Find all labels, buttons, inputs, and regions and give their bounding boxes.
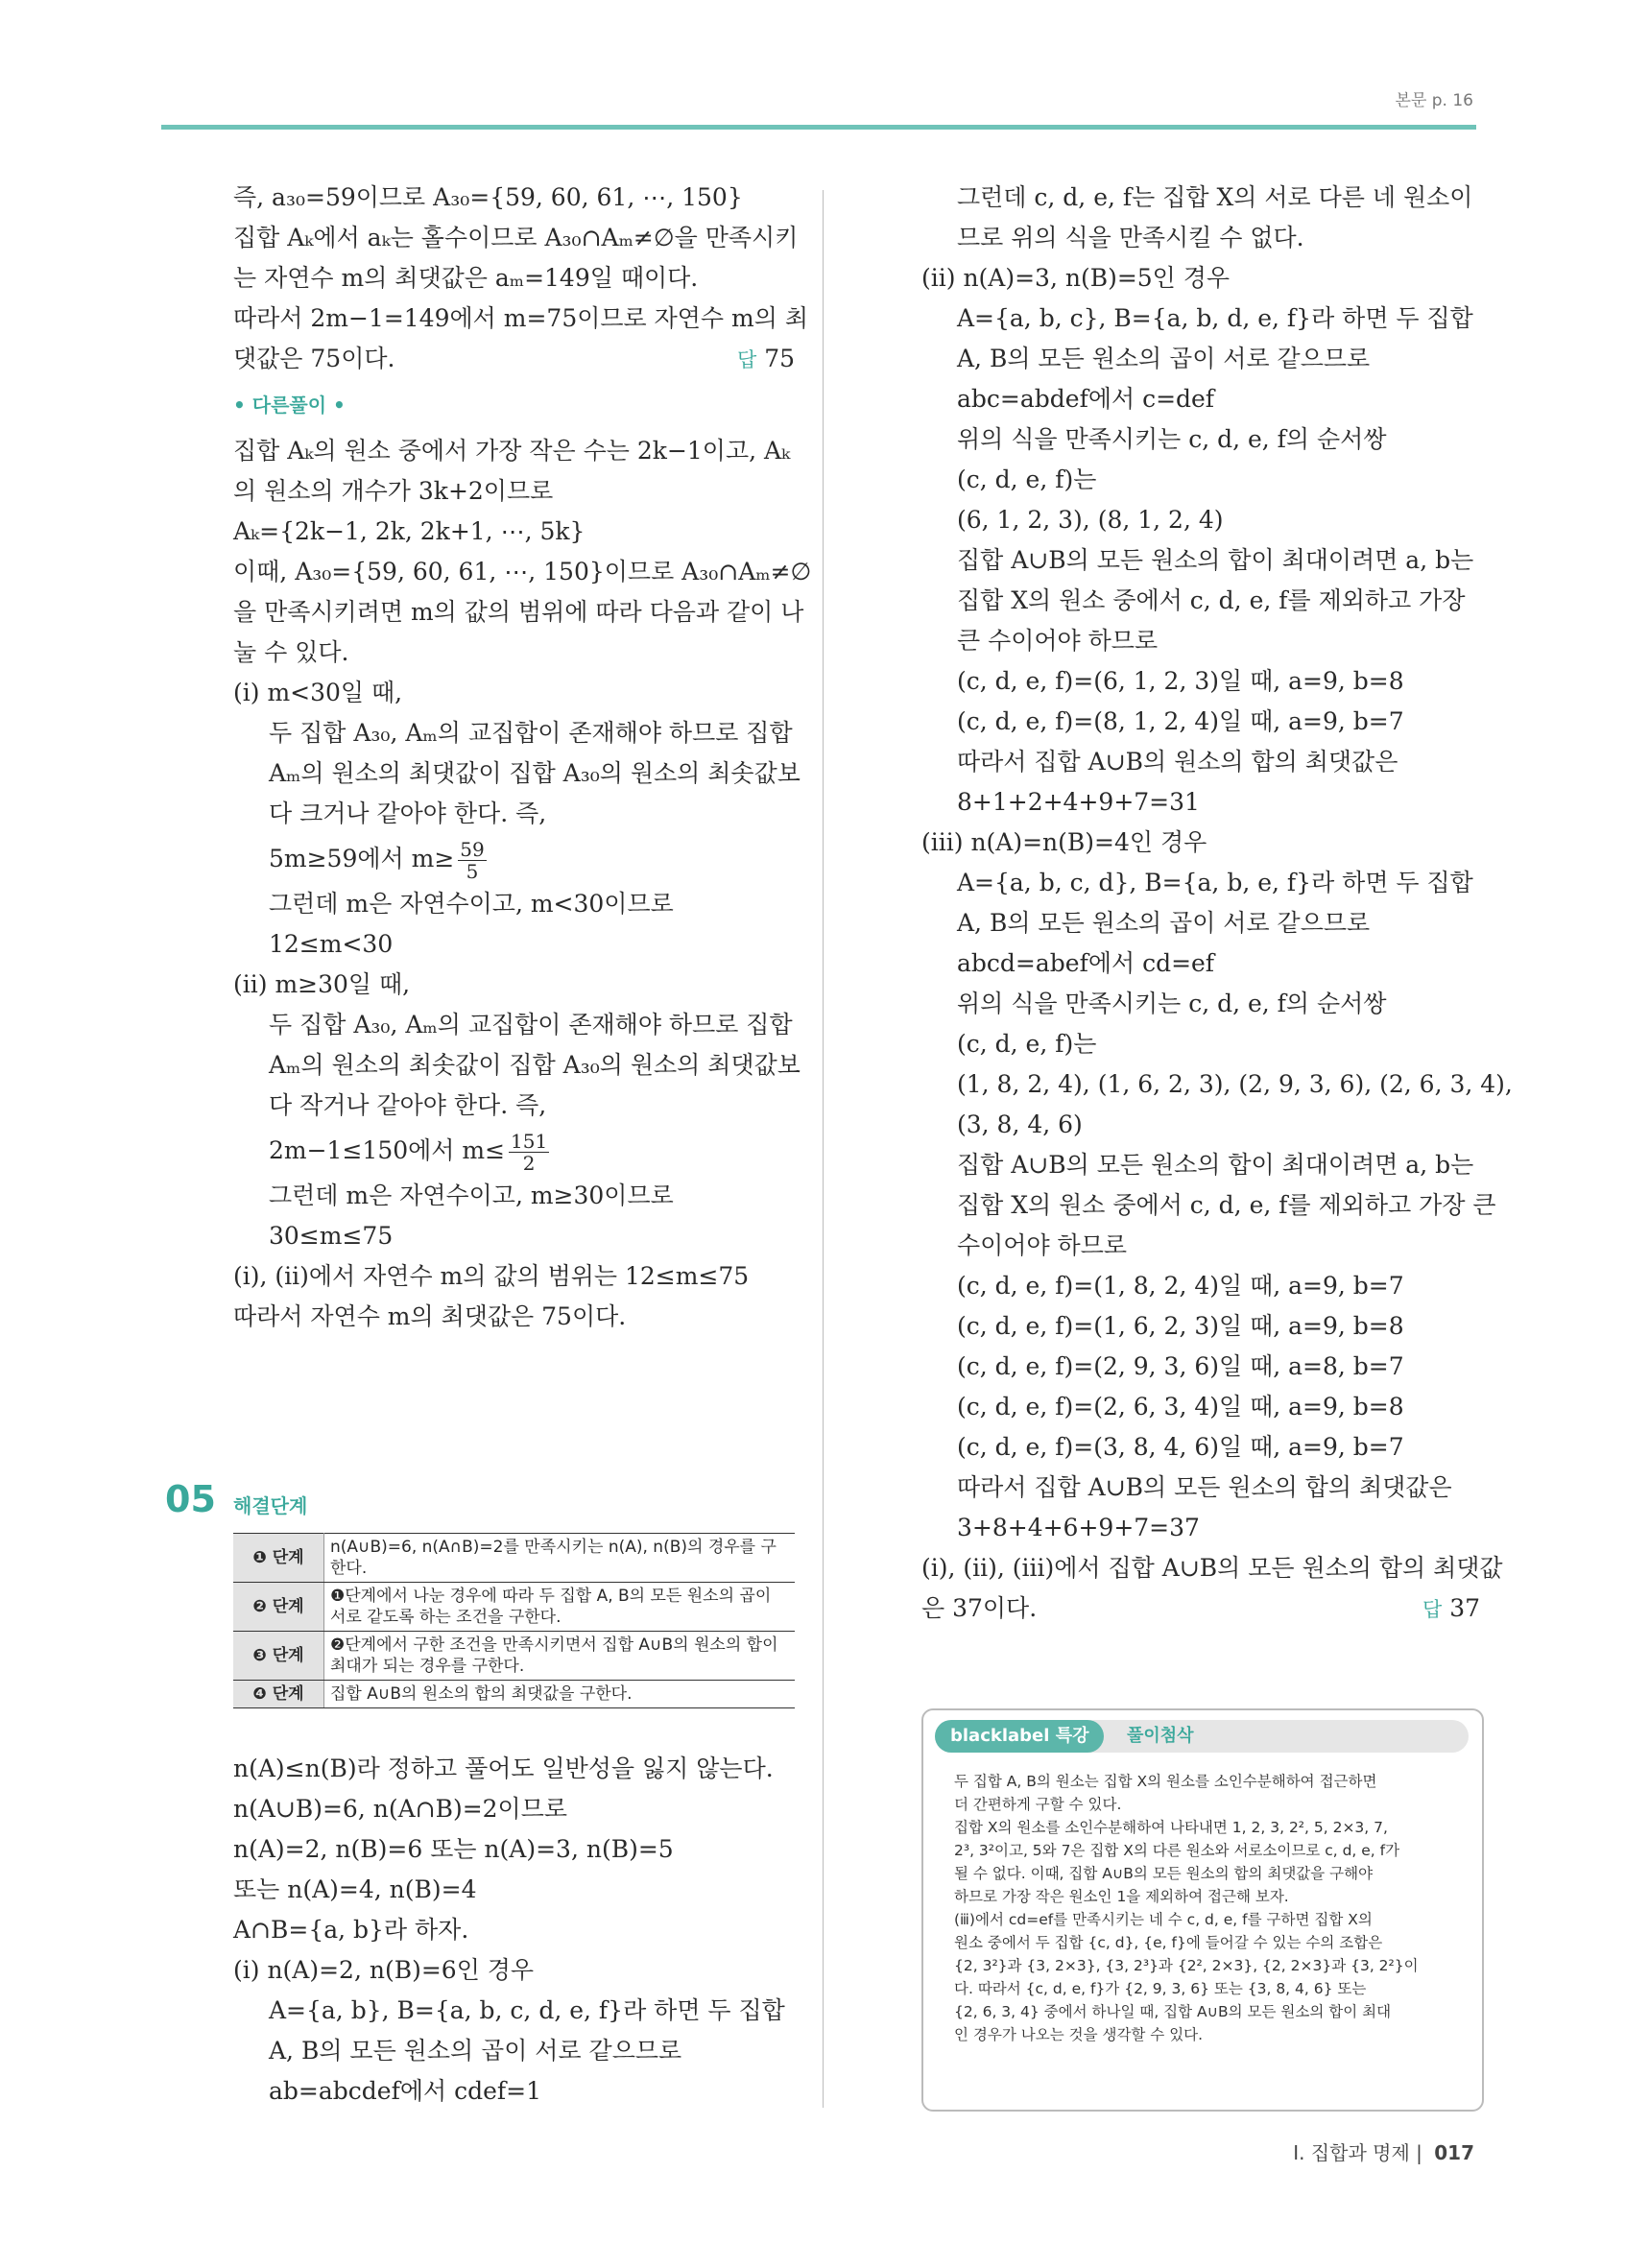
text-line [921,1588,1480,1629]
step-text: 집합 A∪B의 원소의 합의 최댓값을 구한다. [324,1681,796,1708]
note-line: 원소 중에서 두 집합 {c, d}, {e, f}에 들어갈 수 있는 수의 조합은 [954,1934,1383,1951]
solution-steps-table [233,1533,795,1708]
formula-line [233,834,795,884]
text-line: (c, d, e, f)=(1, 6, 2, 3)일 때, a=9, b=8 [957,1312,1404,1340]
text-line: n(A)=2, n(B)=6 또는 n(A)=3, n(B)=5 [233,1835,674,1863]
text-line: 다 작거나 같아야 한다. 즉, [269,1091,547,1119]
fraction-numerator: 151 [511,1130,548,1153]
fraction-numerator: 59 [460,838,485,861]
blacklabel-tag: blacklabel 특강 [935,1720,1104,1753]
text-line: (ⅰ), (ⅱ), (ⅲ)에서 집합 A∪B의 모든 원소의 합의 최댓값 [921,1554,1503,1582]
text-line: 8+1+2+4+9+7=31 [957,788,1200,816]
text-line: 다 크거나 같아야 한다. 즉, [269,800,547,827]
answer [1422,1588,1480,1630]
text-line: Aₖ={2k−1, 2k, 2k+1, ⋯, 5k} [233,517,585,545]
text-line: (c, d, e, f)=(3, 8, 4, 6)일 때, a=9, b=7 [957,1433,1404,1461]
text-line: (c, d, e, f)=(8, 1, 2, 4)일 때, a=9, b=7 [957,707,1404,735]
text-line: A, B의 모든 원소의 곱이 서로 같으므로 [957,345,1371,372]
note-line: 다. 따라서 {c, d, e, f}가 {2, 9, 3, 6} 또는 {3, 8, 4, 6} 또는 [954,1980,1367,1997]
step-text: ❷단계에서 구한 조건을 만족시키면서 집합 A∪B의 원소의 합이 최대가 되는 경우를 구한다. [324,1632,796,1681]
text-line: (c, d, e, f)는 [957,466,1097,493]
table-row [233,1534,795,1583]
text-line: 의 원소의 개수가 3k+2이므로 [233,477,554,505]
alternative-solution-title: • 다른풀이 • [233,394,346,417]
text-line: 집합 X의 원소 중에서 c, d, e, f를 제외하고 가장 [957,586,1466,614]
text-line: 집합 Aₖ의 원소 중에서 가장 작은 수는 2k−1이고, Aₖ [233,437,791,465]
text-line: (1, 8, 2, 4), (1, 6, 2, 3), (2, 9, 3, 6), (2, 6, 3, 4), [957,1070,1513,1098]
fraction [509,1131,549,1174]
text-line: 두 집합 A₃₀, Aₘ의 교집합이 존재해야 하므로 집합 [269,719,793,747]
table-row [233,1632,795,1681]
fraction-denominator: 5 [466,860,479,883]
text-line: 이때, A₃₀={59, 60, 61, ⋯, 150}이므로 A₃₀∩Aₘ≠∅ [233,558,812,585]
formula-text: 2m−1≤150에서 m≤ [269,1136,506,1164]
answer-value: 37 [1449,1594,1480,1622]
fraction [458,839,486,882]
text-line: 므로 위의 식을 만족시킬 수 없다. [957,224,1304,251]
text-line: 또는 n(A)=4, n(B)=4 [233,1875,477,1903]
text-line-content: 은 37이다. [921,1594,1038,1622]
note-line: 인 경우가 나오는 것을 생각할 수 있다. [954,2026,1204,2043]
case-heading: (ⅰ) n(A)=2, n(B)=6인 경우 [233,1956,535,1984]
page-footer [1293,2137,1474,2165]
footer-separator: | [1416,2141,1422,2164]
answer-value: 75 [764,345,795,372]
text-line: n(A∪B)=6, n(A∩B)=2이므로 [233,1795,568,1823]
note-line: 집합 X의 원소를 소인수분해하여 나타내면 1, 2, 3, 2², 5, 2×3, 7, [954,1819,1388,1836]
formula-text: 5m≥59에서 m≥ [269,845,455,872]
text-line: (c, d, e, f)=(2, 6, 3, 4)일 때, a=9, b=8 [957,1393,1404,1420]
text-line: 그런데 m은 자연수이고, m≥30이므로 [269,1182,674,1209]
text-line: 집합 Aₖ에서 aₖ는 홀수이므로 A₃₀∩Aₘ≠∅을 만족시키 [233,224,799,251]
blacklabel-body [954,1770,1461,2046]
solution-text [233,1749,795,2112]
text-line: A∩B={a, b}라 하자. [233,1916,469,1944]
note-line: 두 집합 A, B의 원소는 집합 X의 원소를 소인수분해하여 접근하면 [954,1773,1377,1790]
text-line: 따라서 자연수 m의 최댓값은 75이다. [233,1302,627,1330]
step-label: ❸ 단계 [233,1632,324,1681]
text-line: 집합 A∪B의 모든 원소의 합이 최대이려면 a, b는 [957,1151,1474,1179]
text-line: 눌 수 있다. [233,638,349,666]
right-column [921,178,1513,1630]
text-line: n(A)≤n(B)라 정하고 풀어도 일반성을 잃지 않는다. [233,1755,774,1782]
left-column [233,178,812,1337]
text-line: 30≤m≤75 [269,1222,394,1250]
text-line: 12≤m<30 [269,930,394,958]
case-heading: (ⅰ) m<30일 때, [233,679,403,706]
text-line [233,339,795,379]
text-line: 위의 식을 만족시키는 c, d, e, f의 순서쌍 [957,990,1387,1017]
header-rule [161,125,1476,130]
text-line: abc=abdef에서 c=def [957,385,1215,413]
text-line: 집합 A∪B의 모든 원소의 합이 최대이려면 a, b는 [957,546,1474,574]
text-line: 는 자연수 m의 최댓값은 aₘ=149일 때이다. [233,264,699,292]
text-line: 수이어야 하므로 [957,1231,1127,1259]
text-line: 위의 식을 만족시키는 c, d, e, f의 순서쌍 [957,425,1387,453]
step-label: ❹ 단계 [233,1681,324,1708]
text-line: (ⅰ), (ⅱ)에서 자연수 m의 값의 범위는 12≤m≤75 [233,1262,750,1290]
note-line: 2³, 3²이고, 5와 7은 집합 X의 다른 원소와 서로소이므로 c, d, e, f가 [954,1842,1400,1859]
text-line: A={a, b, c}, B={a, b, d, e, f}라 하면 두 집합 [957,304,1473,332]
step-label: ❶ 단계 [233,1534,324,1583]
text-line: A={a, b}, B={a, b, c, d, e, f}라 하면 두 집합 [269,1996,785,2024]
text-line: Aₘ의 원소의 최솟값이 집합 A₃₀의 원소의 최댓값보 [269,1051,801,1079]
text-line: A={a, b, c, d}, B={a, b, e, f}라 하면 두 집합 [957,869,1473,896]
text-line: (ⅱ) n(A)=3, n(B)=5인 경우 [921,264,1231,292]
step-text: n(A∪B)=6, n(A∩B)=2를 만족시키는 n(A), n(B)의 경우를 구한다. [324,1534,796,1583]
text-line: 그런데 m은 자연수이고, m<30이므로 [269,890,674,918]
case-heading: (ⅱ) m≥30일 때, [233,970,411,998]
answer-tag: 답 [1422,1598,1443,1621]
table-row [233,1583,795,1632]
column-divider [823,190,824,2108]
text-line: (6, 1, 2, 3), (8, 1, 2, 4) [957,506,1224,534]
note-line: 될 수 없다. 이때, 집합 A∪B의 모든 원소의 합의 최댓값을 구해야 [954,1865,1374,1882]
note-line: 하므로 가장 작은 원소인 1을 제외하여 접근해 보자. [954,1888,1289,1905]
blacklabel-note-box [921,1708,1484,2112]
text-line: 따라서 2m−1=149에서 m=75이므로 자연수 m의 최 [233,304,808,332]
text-line: 따라서 집합 A∪B의 모든 원소의 합의 최댓값은 [957,1473,1452,1501]
text-line: 두 집합 A₃₀, Aₘ의 교집합이 존재해야 하므로 집합 [269,1011,793,1039]
text-line: 을 만족시키려면 m의 값의 범위에 따라 다음과 같이 나 [233,598,804,626]
blacklabel-header [935,1720,1469,1753]
text-line: (c, d, e, f)는 [957,1030,1097,1058]
text-line: Aₘ의 원소의 최댓값이 집합 A₃₀의 원소의 최솟값보 [269,759,801,787]
step-label: ❷ 단계 [233,1583,324,1632]
fraction-denominator: 2 [522,1152,536,1175]
text-line: (c, d, e, f)=(1, 8, 2, 4)일 때, a=9, b=7 [957,1272,1404,1300]
text-line: 따라서 집합 A∪B의 원소의 합의 최댓값은 [957,748,1398,776]
page-reference: 본문 p. 16 [1395,91,1473,110]
text-line: (c, d, e, f)=(6, 1, 2, 3)일 때, a=9, b=8 [957,667,1404,695]
text-line: ab=abcdef에서 cdef=1 [269,2077,541,2105]
text-line: 즉, a₃₀=59이므로 A₃₀={59, 60, 61, ⋯, 150} [233,183,743,211]
note-line: (ⅲ)에서 cd=ef를 만족시키는 네 수 c, d, e, f를 구하면 집합 X의 [954,1911,1373,1928]
text-line: (3, 8, 4, 6) [957,1110,1083,1138]
text-line: A, B의 모든 원소의 곱이 서로 같으므로 [269,2037,682,2065]
note-line: 더 간편하게 구할 수 있다. [954,1796,1122,1813]
note-line: {2, 6, 3, 4} 중에서 하나일 때, 집합 A∪B의 모든 원소의 합이 최대 [954,2003,1392,2020]
problem-number: 05 [165,1478,216,1520]
text-line: 그런데 c, d, e, f는 집합 X의 서로 다른 네 원소이 [957,183,1473,211]
text-line: 큰 수이어야 하므로 [957,627,1159,655]
text-line-content: 댓값은 75이다. [233,345,395,372]
text-line: 3+8+4+6+9+7=37 [957,1514,1200,1541]
answer-tag: 답 [736,348,757,371]
formula-line [233,1126,795,1176]
section-title: 해결단계 [233,1494,308,1517]
text-line: (c, d, e, f)=(2, 9, 3, 6)일 때, a=8, b=7 [957,1352,1404,1380]
text-line: 집합 X의 원소 중에서 c, d, e, f를 제외하고 가장 큰 [957,1191,1496,1219]
table-row [233,1681,795,1708]
text-line: abcd=abef에서 cd=ef [957,949,1215,977]
chapter-title: Ⅰ. 집합과 명제 [1293,2141,1410,2164]
answer [737,339,795,380]
page-number: 017 [1434,2141,1474,2164]
step-text: ❶단계에서 나눈 경우에 따라 두 집합 A, B의 모든 원소의 곱이 서로 같도록 하는 조건을 구한다. [324,1583,796,1632]
note-line: {2, 3²}과 {3, 2×3}, {3, 2³}과 {2², 2×3}, {2, 2×3}과 {3, 2²}이 [954,1957,1419,1974]
text-line: A, B의 모든 원소의 곱이 서로 같으므로 [957,909,1371,937]
blacklabel-subtitle: 풀이첨삭 [1127,1726,1194,1746]
text-line: (ⅲ) n(A)=n(B)=4인 경우 [921,828,1207,856]
